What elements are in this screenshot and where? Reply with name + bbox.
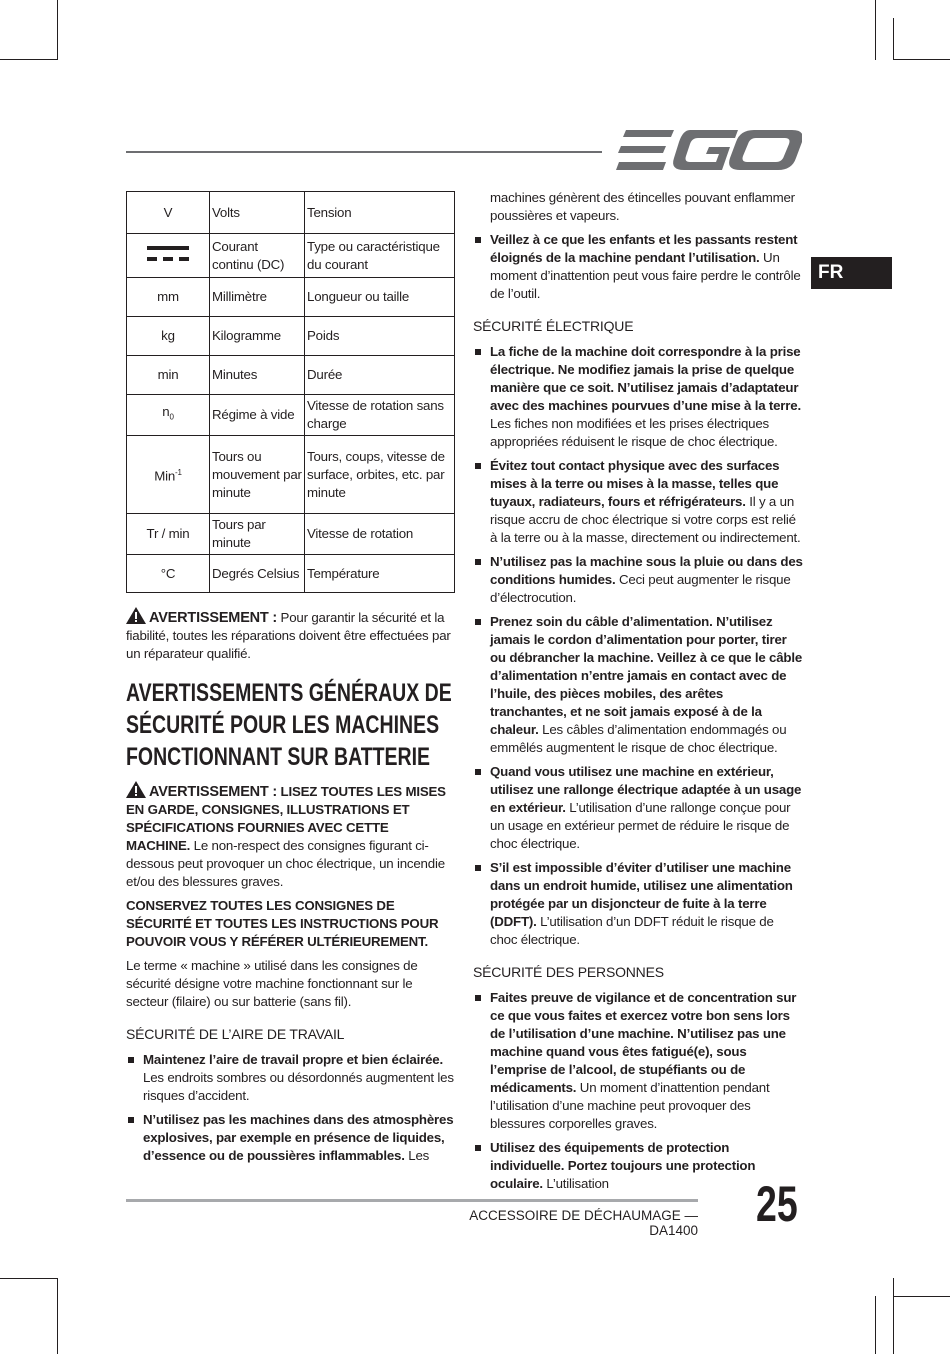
footer-rule	[126, 1199, 698, 1202]
crop-mark	[57, 0, 58, 60]
crop-mark	[0, 59, 58, 60]
list-item: Faites preuve de vigilance et de concentration sur ce que vous faites et exercez votre bon sens lors de l’utilisation d’une machine. N’utilisez pas une machine quand vous êtes fatigué(e), sous l’emprise de l’alcool, de stupéfiants ou de médicaments. Un moment d’inattention pendant l’utilisation d’une machine peut provoquer des blessures corporelles graves.	[473, 989, 803, 1133]
header-rule	[126, 151, 602, 153]
table-row	[127, 395, 455, 436]
children-list	[473, 231, 803, 303]
table-row	[127, 436, 455, 514]
right-column	[473, 189, 803, 1199]
language-tab: FR	[811, 257, 892, 289]
footer-title: ACCESSOIRE DE DÉCHAUMAGE — DA1400	[469, 1208, 698, 1238]
warning-label: AVERTISSEMENT :	[149, 610, 278, 626]
personal-title: SÉCURITÉ DES PERSONNES	[473, 964, 664, 980]
table-row	[127, 317, 455, 356]
list-item: Quand vous utilisez une machine en extérieur, utilisez une rallonge électrique adaptée à un usage en extérieur. L’utilisation d’une rallonge conçue pour un usage en extérieur permet de réduire le risque de choc électrique.	[473, 763, 803, 853]
list-item: Utilisez des équipements de protection individuelle. Portez toujours une protection oculaire. L’utilisation	[473, 1139, 803, 1193]
crop-mark	[893, 1296, 950, 1297]
symbol-cell: kg	[127, 317, 210, 356]
symbol-cell: mm	[127, 278, 210, 317]
crop-mark	[57, 1278, 58, 1354]
symbol-cell: $n_0$	[127, 395, 210, 436]
meaning-cell: Vitesse de rotation sans charge	[305, 395, 455, 436]
list-item: La fiche de la machine doit correspondre à la prise électrique. Ne modifiez jamais la prise de quelque manière que ce soit. N’utilisez jamais d’adaptateur avec des machines pourvues d’une mise à la terre. Les fiches non modifiées et les prises électriques appropriées réduisent le risque de choc électrique.	[473, 343, 803, 451]
symbol-cell: Tr / min	[127, 514, 210, 555]
symbol-cell: V	[127, 192, 210, 234]
name-cell: Tours par minute	[210, 514, 305, 555]
keep-instructions: CONSERVEZ TOUTES LES CONSIGNES DE SÉCURITÉ ET TOUTES LES INSTRUCTIONS POUR POUVOIR VOUS Y RÉFÉRER ULTÉRIEUREMENT.	[126, 898, 439, 949]
symbol-table	[126, 191, 455, 593]
meaning-cell: Poids	[305, 317, 455, 356]
table-row	[127, 234, 455, 278]
meaning-cell: Durée	[305, 356, 455, 395]
symbol-cell: °C	[127, 555, 210, 593]
list-item: N’utilisez pas la machine sous la pluie ou dans des conditions humides. Ceci peut augmenter le risque d’électrocution.	[473, 553, 803, 607]
crop-mark	[893, 1278, 894, 1354]
meaning-cell: Tours, coups, vitesse de surface, orbites, etc. par minute	[305, 436, 455, 514]
table-row	[127, 278, 455, 317]
electrical-list	[473, 343, 803, 949]
warning-triangle-icon	[126, 607, 146, 624]
work-area-title: SÉCURITÉ DE L’AIRE DE TRAVAIL	[126, 1026, 345, 1042]
meaning-cell: Température	[305, 555, 455, 593]
name-cell: Régime à vide	[210, 395, 305, 436]
term-note: Le terme « machine » utilisé dans les consignes de sécurité désigne votre machine fonctionnant sur le secteur (filaire) ou sur batterie (sans fil).	[126, 958, 418, 1009]
list-item: N’utilisez pas les machines dans des atmosphères explosives, par exemple en présence de liquides, d’essence ou de poussières inflammables. Les	[126, 1111, 456, 1165]
name-cell: Kilogramme	[210, 317, 305, 356]
list-item: S’il est impossible d’éviter d’utiliser une machine dans un endroit humide, utilisez une alimentation protégée par un disjoncteur de fuite à la terre (DDFT). L’utilisation d’un DDFT réduit le risque de choc électrique.	[473, 859, 803, 949]
warning-text: Le non-respect des consignes figurant ci-dessous peut provoquer un choc électrique, un incendie et/ou des blessures graves.	[126, 838, 445, 889]
electrical-title: SÉCURITÉ ÉLECTRIQUE	[473, 318, 634, 334]
list-item: Prenez soin du câble d’alimentation. N’utilisez jamais le cordon d’alimentation pour porter, tirer ou débrancher la machine. Veillez à ce que le câble d’alimentation n’entre jamais en contact avec de l’huile, des pièces mobiles, des arêtes tranchantes, et ne soit jamais exposé à de la chaleur. Les câbles d’alimentation endommagés ou emmêlés augmentent le risque de choc électrique.	[473, 613, 803, 757]
table-row	[127, 192, 455, 234]
repair-warning	[126, 607, 456, 663]
warning-text: Pour garantir la sécurité et la fiabilité, toutes les réparations doivent être effectuées par un réparateur qualifié.	[126, 610, 451, 661]
symbol-cell: min	[127, 356, 210, 395]
crop-mark	[0, 1278, 58, 1279]
page-number: 25	[756, 1176, 798, 1232]
name-cell: Volts	[210, 192, 305, 234]
left-column	[126, 191, 456, 1171]
crop-mark	[893, 18, 894, 60]
meaning-cell: Vitesse de rotation	[305, 514, 455, 555]
table-row	[127, 356, 455, 395]
work-area-list	[126, 1051, 456, 1165]
direct-current-icon	[147, 242, 189, 264]
crop-mark	[893, 59, 950, 60]
list-item: Veillez à ce que les enfants et les passants restent éloignés de la machine pendant l’utilisation. Un moment d’inattention peut vous faire perdre le contrôle de l’outil.	[473, 231, 803, 303]
table-row	[127, 514, 455, 555]
name-cell: Millimètre	[210, 278, 305, 317]
list-item: Évitez tout contact physique avec des surfaces mises à la terre ou mises à la masse, telles que tuyaux, radiateurs, fours et réfrigérateurs. Il y a un risque accru de choc électrique si votre corps est relié à la terre ou à la masse, directement ou indirectement.	[473, 457, 803, 547]
crop-mark	[875, 0, 876, 60]
warning-label: AVERTISSEMENT :	[149, 784, 278, 800]
symbol-cell: Min$^{-1}$	[127, 436, 210, 514]
list-item: Maintenez l’aire de travail propre et bien éclairée. Les endroits sombres ou désordonnés augmentent les risques d’accident.	[126, 1051, 456, 1105]
meaning-cell: Type ou caractéristique du courant	[305, 234, 455, 278]
symbol-cell	[127, 234, 210, 278]
table-row	[127, 555, 455, 593]
meaning-cell: Tension	[305, 192, 455, 234]
meaning-cell: Longueur ou taille	[305, 278, 455, 317]
name-cell: Tours ou mouvement par minute	[210, 436, 305, 514]
ego-logo	[616, 128, 802, 172]
warning-bold-text: LISEZ TOUTES LES MISES EN GARDE, CONSIGNES, ILLUSTRATIONS ET SPÉCIFICATIONS FOURNIES AVEC CETTE MACHINE.	[126, 784, 446, 853]
name-cell: Minutes	[210, 356, 305, 395]
warning-triangle-icon	[126, 781, 146, 798]
read-all-warning	[126, 781, 456, 891]
section-heading: AVERTISSEMENTS GÉNÉRAUX DE SÉCURITÉ POUR LES MACHINES FONCTIONNANT SUR BATTERIE	[126, 679, 452, 771]
personal-list	[473, 989, 803, 1193]
continuation-text: machines génèrent des étincelles pouvant enflammer poussières et vapeurs.	[490, 190, 795, 223]
name-cell: Degrés Celsius	[210, 555, 305, 593]
name-cell: Courant continu (DC)	[210, 234, 305, 278]
crop-mark	[875, 1296, 876, 1354]
